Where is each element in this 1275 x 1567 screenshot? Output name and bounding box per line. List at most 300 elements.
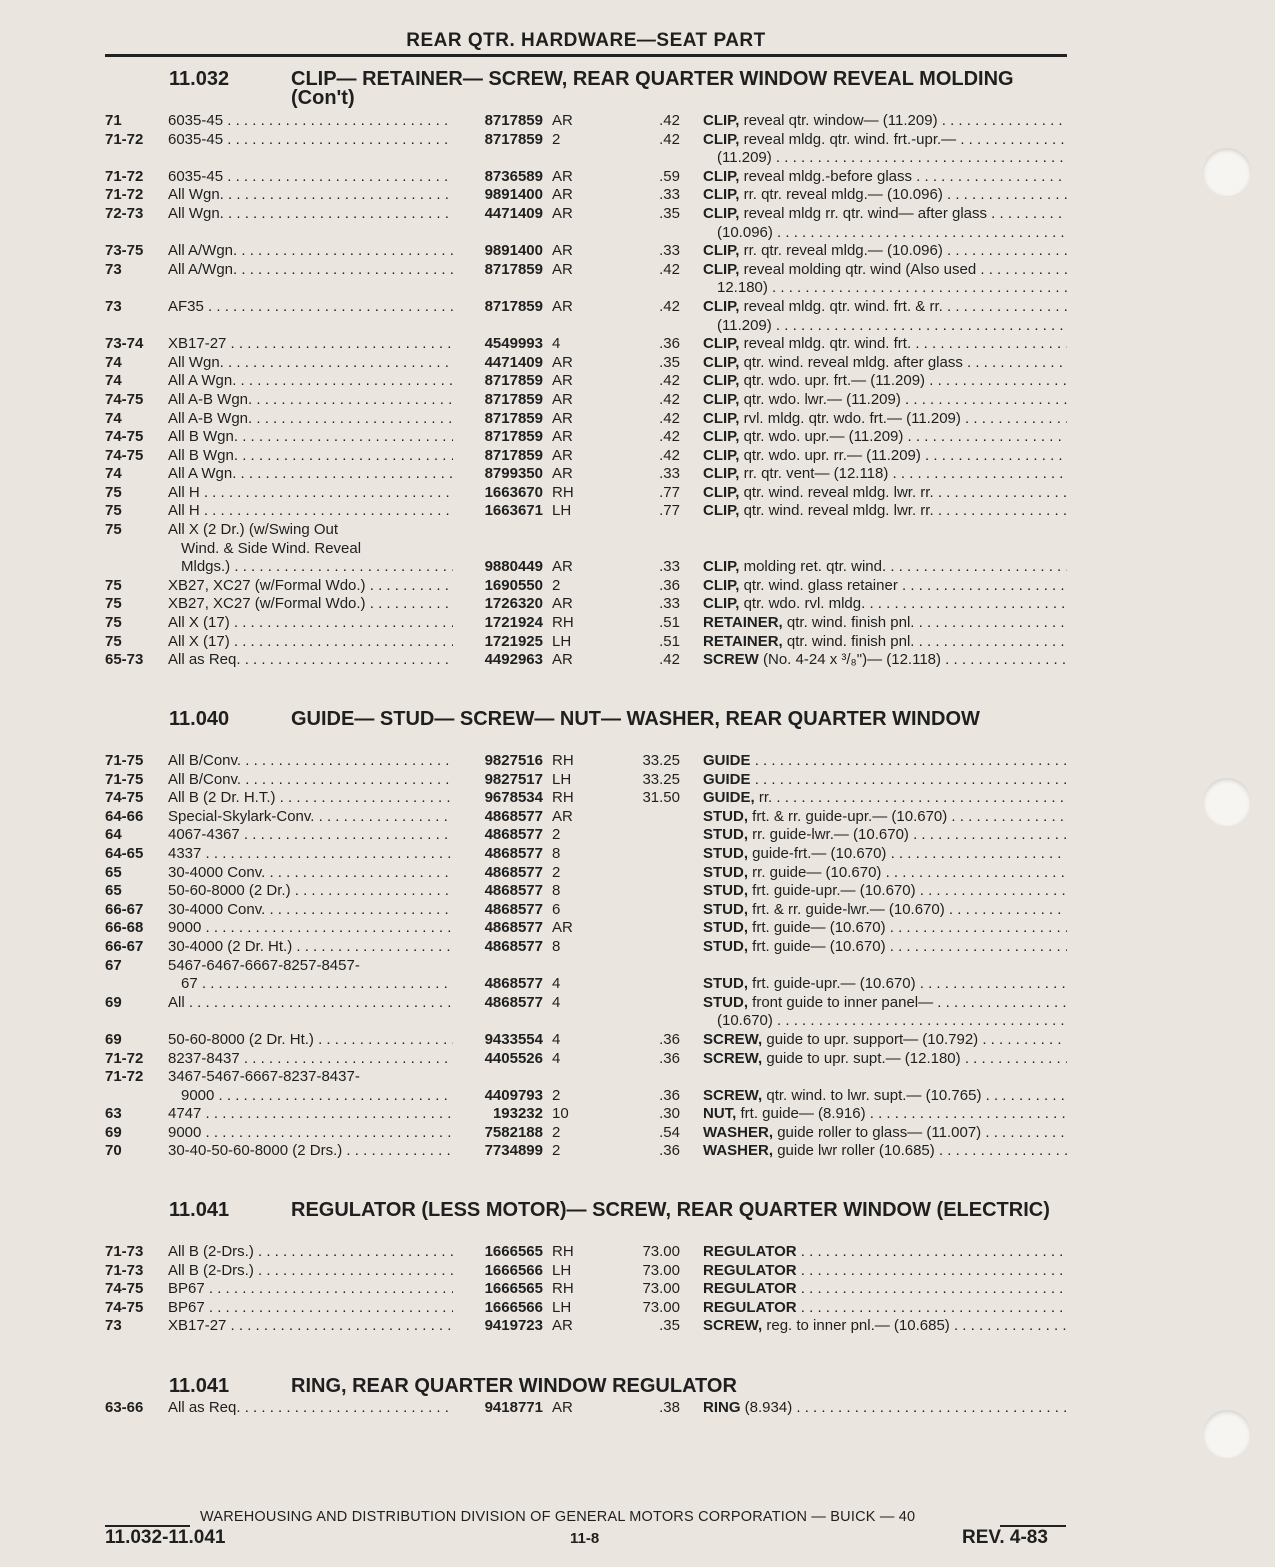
part-detail: qtr. wind. glass retainer	[743, 576, 898, 594]
part-number: 1690550	[484, 576, 543, 594]
part-name: STUD,	[703, 882, 748, 900]
part-name: WASHER,	[703, 1142, 774, 1160]
quantity: 2	[552, 130, 561, 148]
part-detail: qtr. wdo. upr.— (11.209)	[743, 428, 904, 446]
part-name: SCREW,	[703, 1317, 763, 1335]
part-detail: (No. 4-24 x ³/₈")— (12.118)	[763, 651, 942, 669]
model-application: All B Wgn. . . .	[168, 447, 453, 466]
model-application: All B/Conv. . . .	[168, 752, 453, 771]
model-year: 69	[105, 993, 122, 1011]
part-name: CLIP,	[703, 502, 740, 520]
footer-section-range: 11.032-11.041	[105, 1527, 226, 1548]
parts-row	[105, 354, 1067, 373]
parts-row	[105, 1050, 1067, 1069]
part-description	[703, 224, 1067, 243]
model-year: 74-75	[105, 789, 144, 807]
part-description	[703, 298, 1067, 317]
model-application: XB17-27 . . .	[168, 335, 453, 354]
parts-row	[105, 1087, 1067, 1106]
model-year: 64-65	[105, 844, 144, 862]
part-detail: qtr. wdo. upr. frt.— (11.209)	[743, 372, 926, 390]
price: .33	[659, 595, 680, 613]
quantity: AR	[552, 919, 573, 937]
part-description	[703, 391, 1067, 410]
part-name: CLIP,	[703, 167, 740, 185]
part-detail: (10.670)	[717, 1012, 773, 1030]
model-year: 69	[105, 1123, 122, 1141]
quantity: 6	[552, 900, 561, 918]
model-application: All H . . .	[168, 484, 453, 503]
quantity: AR	[552, 186, 573, 204]
part-description	[703, 149, 1067, 168]
part-number: 1663671	[484, 502, 543, 520]
model-year: 73	[105, 1317, 122, 1335]
quantity: RH	[552, 614, 574, 632]
price: .42	[659, 130, 680, 148]
model-application: 67 . . .	[168, 975, 453, 994]
model-year: 63	[105, 1105, 122, 1123]
model-application: All A/Wgn. . . .	[168, 261, 453, 280]
part-description	[703, 354, 1067, 373]
parts-row	[105, 826, 1067, 845]
model-application: 8237-8437 . . .	[168, 1050, 453, 1069]
quantity: RH	[552, 752, 574, 769]
part-name: STUD,	[703, 900, 748, 918]
part-number: 1666565	[484, 1280, 543, 1298]
part-detail: rr. qtr. reveal mldg.— (10.096)	[743, 242, 943, 260]
section-heading	[105, 1377, 1067, 1399]
part-description	[703, 789, 1067, 808]
model-application: All as Req. . . .	[168, 651, 453, 670]
part-detail: frt. guide— (10.670)	[752, 937, 886, 955]
part-detail: reveal mldg. qtr. wind. frt. & rr.	[743, 297, 943, 315]
quantity: RH	[552, 1280, 574, 1298]
header-rule	[105, 54, 1067, 57]
part-description	[703, 1280, 1067, 1299]
model-year: 70	[105, 1142, 122, 1160]
price: .42	[659, 112, 680, 129]
quantity: AR	[552, 651, 573, 669]
parts-row	[105, 1105, 1067, 1124]
part-number: 1666566	[484, 1298, 543, 1316]
part-name: SCREW,	[703, 1086, 763, 1104]
part-description	[703, 131, 1067, 150]
model-application: XB17-27 . . .	[168, 1317, 453, 1336]
part-description	[703, 410, 1067, 429]
part-number: 9827516	[484, 752, 543, 769]
model-year: 69	[105, 1030, 122, 1048]
part-description	[703, 168, 1067, 187]
model-year: 75	[105, 576, 122, 594]
part-name: STUD,	[703, 937, 748, 955]
part-detail: molding ret. qtr. wind.	[743, 558, 887, 576]
model-year: 71-73	[105, 1243, 144, 1260]
model-application: All B/Conv. . . .	[168, 771, 453, 790]
part-detail: front guide to inner panel—	[752, 993, 934, 1011]
model-application: 50-60-8000 (2 Dr. Ht.) . . .	[168, 1031, 453, 1050]
price: .33	[659, 242, 680, 260]
part-name: RETAINER,	[703, 632, 783, 650]
model-year: 71-72	[105, 167, 144, 185]
part-number: 9891400	[484, 186, 543, 204]
model-application: XB27, XC27 (w/Formal Wdo.) . . .	[168, 595, 453, 614]
part-detail: reg. to inner pnl.— (10.685)	[766, 1317, 950, 1335]
part-description	[703, 447, 1067, 466]
model-year: 64	[105, 826, 122, 844]
model-application: 9000 . . .	[168, 1124, 453, 1143]
parts-row	[105, 391, 1067, 410]
parts-row	[105, 752, 1067, 771]
parts-row	[105, 651, 1067, 670]
quantity: AR	[552, 112, 573, 129]
part-description	[703, 614, 1067, 633]
part-description	[703, 1399, 1067, 1418]
part-name: GUIDE	[703, 770, 751, 788]
part-detail: qtr. wdo. upr. rr.— (11.209)	[743, 446, 921, 464]
part-name: CLIP,	[703, 186, 740, 204]
part-name: CLIP,	[703, 112, 740, 129]
part-number: 9891400	[484, 242, 543, 260]
quantity: LH	[552, 632, 572, 650]
part-detail: rr. qtr. vent— (12.118)	[743, 465, 889, 483]
part-name: CLIP,	[703, 353, 740, 371]
price: .33	[659, 186, 680, 204]
parts-row	[105, 808, 1067, 827]
model-year: 71-75	[105, 752, 144, 769]
price: .36	[659, 1086, 680, 1104]
parts-row	[105, 335, 1067, 354]
model-application: BP67 . . .	[168, 1299, 453, 1318]
parts-row	[105, 558, 1067, 577]
price: .36	[659, 1142, 680, 1160]
part-number: 4868577	[484, 900, 543, 918]
model-year: 72-73	[105, 204, 144, 222]
binder-hole	[1203, 148, 1251, 196]
section-number: 11.032	[169, 68, 230, 90]
model-year: 71-72	[105, 130, 144, 148]
price: .35	[659, 353, 680, 371]
page-running-head: REAR QTR. HARDWARE—SEAT PART	[406, 30, 766, 51]
quantity: LH	[552, 1298, 572, 1316]
parts-row	[105, 957, 1067, 976]
price: .51	[659, 614, 680, 632]
part-name: STUD,	[703, 807, 748, 825]
price: 73.00	[642, 1280, 680, 1298]
part-name: CLIP,	[703, 204, 740, 222]
part-name: GUIDE,	[703, 789, 755, 807]
part-detail: frt. & rr. guide-lwr.— (10.670)	[752, 900, 945, 918]
quantity: AR	[552, 167, 573, 185]
part-description	[703, 484, 1067, 503]
model-year: 66-67	[105, 900, 144, 918]
price: .42	[659, 372, 680, 390]
part-detail: qtr. wind. reveal mldg. lwr. rr.	[743, 502, 934, 520]
model-year: 74	[105, 372, 122, 390]
parts-row	[105, 317, 1067, 336]
model-application: All A-B Wgn. . . .	[168, 410, 453, 429]
section-title: REGULATOR (LESS MOTOR)— SCREW, REAR QUARTER WINDOW (ELECTRIC)	[291, 1199, 1050, 1221]
part-name: REGULATOR	[703, 1298, 797, 1316]
price: .51	[659, 632, 680, 650]
quantity: AR	[552, 372, 573, 390]
parts-section	[105, 70, 1067, 670]
parts-row	[105, 205, 1067, 224]
part-description	[703, 186, 1067, 205]
part-description	[703, 1087, 1067, 1106]
quantity: AR	[552, 1399, 573, 1416]
footer-division: WAREHOUSING AND DISTRIBUTION DIVISION OF GENERAL MOTORS CORPORATION — BUICK — 40	[200, 1509, 916, 1525]
part-description	[703, 335, 1067, 354]
part-description	[703, 1262, 1067, 1281]
part-name: REGULATOR	[703, 1243, 797, 1260]
quantity: AR	[552, 260, 573, 278]
part-detail: frt. & rr. guide-upr.— (10.670)	[752, 807, 948, 825]
part-description	[703, 975, 1067, 994]
quantity: AR	[552, 353, 573, 371]
parts-row	[105, 845, 1067, 864]
part-description	[703, 808, 1067, 827]
price: 73.00	[642, 1298, 680, 1316]
section-title: GUIDE— STUD— SCREW— NUT— WASHER, REAR QUARTER WINDOW	[291, 708, 980, 730]
price: .42	[659, 390, 680, 408]
part-number: 8717859	[484, 112, 543, 129]
model-application: All Wgn. . . .	[168, 186, 453, 205]
model-year: 66-67	[105, 937, 144, 955]
model-year: 75	[105, 614, 122, 632]
part-detail: (8.934)	[744, 1399, 793, 1416]
quantity: RH	[552, 1243, 574, 1260]
part-detail: (11.209)	[717, 316, 772, 334]
model-application: Mldgs.) . . .	[168, 558, 453, 577]
price: .35	[659, 1317, 680, 1335]
model-year: 74-75	[105, 428, 144, 446]
parts-row	[105, 112, 1067, 131]
part-name: CLIP,	[703, 483, 740, 501]
part-description	[703, 864, 1067, 883]
model-year: 71-72	[105, 186, 144, 204]
model-year: 74	[105, 353, 122, 371]
section-heading	[105, 710, 1067, 752]
model-year: 71-75	[105, 770, 144, 788]
part-name: STUD,	[703, 863, 748, 881]
quantity: LH	[552, 770, 572, 788]
quantity: AR	[552, 390, 573, 408]
part-name: NUT,	[703, 1105, 737, 1123]
part-description	[703, 242, 1067, 261]
parts-row	[105, 771, 1067, 790]
part-detail: reveal qtr. window— (11.209)	[743, 112, 938, 129]
part-detail: qtr. wind. finish pnl.	[786, 614, 915, 632]
parts-row	[105, 465, 1067, 484]
part-detail: reveal molding qtr. wind (Also used	[743, 260, 977, 278]
section-number: 11.041	[169, 1199, 230, 1221]
part-name: CLIP,	[703, 409, 740, 427]
part-detail: frt. guide-upr.— (10.670)	[752, 975, 916, 993]
model-application: All A Wgn. . . .	[168, 372, 453, 391]
part-detail: rr.	[758, 789, 773, 807]
model-application: 4747 . . .	[168, 1105, 453, 1124]
part-number: 4868577	[484, 919, 543, 937]
quantity: RH	[552, 483, 574, 501]
quantity: RH	[552, 789, 574, 807]
part-name: CLIP,	[703, 372, 740, 390]
model-year: 75	[105, 632, 122, 650]
section-heading	[105, 70, 1067, 112]
quantity: 2	[552, 863, 561, 881]
part-description	[703, 317, 1067, 336]
part-number: 8799350	[484, 465, 543, 483]
part-description	[703, 1124, 1067, 1143]
part-name: GUIDE	[703, 752, 751, 769]
price: .59	[659, 167, 680, 185]
part-number: 4868577	[484, 937, 543, 955]
parts-row	[105, 410, 1067, 429]
part-number: 4868577	[484, 975, 543, 993]
model-year: 71-72	[105, 1049, 144, 1067]
parts-row	[105, 186, 1067, 205]
model-application: 6035-45 . . .	[168, 131, 453, 150]
price: .42	[659, 428, 680, 446]
model-application: 30-4000 (2 Dr. Ht.) . . .	[168, 938, 453, 957]
part-description	[703, 826, 1067, 845]
part-detail: rr. guide-lwr.— (10.670)	[752, 826, 909, 844]
footer-page-number: 11-8	[570, 1530, 600, 1547]
parts-row	[105, 168, 1067, 187]
quantity: 10	[552, 1105, 569, 1123]
parts-row	[105, 131, 1067, 150]
part-description	[703, 1050, 1067, 1069]
price: .36	[659, 1049, 680, 1067]
part-description	[703, 372, 1067, 391]
part-description	[703, 1105, 1067, 1124]
part-number: 1726320	[484, 595, 543, 613]
part-name: CLIP,	[703, 390, 740, 408]
part-name: STUD,	[703, 993, 748, 1011]
model-year: 73	[105, 260, 122, 278]
price: 31.50	[642, 789, 680, 807]
price: .42	[659, 409, 680, 427]
parts-row	[105, 614, 1067, 633]
model-application: All B (2-Drs.) . . .	[168, 1243, 453, 1262]
part-detail: reveal mldg. qtr. wind. frt.-upr.—	[743, 130, 957, 148]
part-description	[703, 1142, 1067, 1161]
part-number: 8717859	[484, 297, 543, 315]
model-application: All A/Wgn. . . .	[168, 242, 453, 261]
parts-row	[105, 298, 1067, 317]
quantity: AR	[552, 297, 573, 315]
parts-row	[105, 521, 1067, 540]
part-number: 4549993	[484, 335, 543, 353]
model-application: All A Wgn. . . .	[168, 465, 453, 484]
part-detail: reveal mldg rr. qtr. wind— after glass	[743, 204, 988, 222]
model-year: 75	[105, 502, 122, 520]
quantity: AR	[552, 242, 573, 260]
parts-row	[105, 261, 1067, 280]
part-description	[703, 752, 1067, 771]
part-number: 7734899	[484, 1142, 543, 1160]
part-description	[703, 1012, 1067, 1031]
parts-row	[105, 919, 1067, 938]
parts-row	[105, 864, 1067, 883]
model-year: 74-75	[105, 1298, 144, 1316]
part-number: 4868577	[484, 826, 543, 844]
part-name: WASHER,	[703, 1123, 774, 1141]
model-application: 4337 . . .	[168, 845, 453, 864]
part-name: CLIP,	[703, 242, 740, 260]
price: 73.00	[642, 1261, 680, 1279]
section-number: 11.040	[169, 708, 230, 730]
model-application: All as Req. . . .	[168, 1399, 453, 1418]
parts-section	[105, 710, 1067, 1161]
section-title: CLIP— RETAINER— SCREW, REAR QUARTER WINDOW REVEAL MOLDING (Con't)	[291, 68, 1014, 109]
model-year: 63-66	[105, 1399, 144, 1416]
part-number: 193232	[492, 1105, 543, 1123]
binder-hole	[1203, 778, 1251, 826]
model-year: 75	[105, 521, 122, 539]
model-year: 73-75	[105, 242, 144, 260]
model-application: Wind. & Side Wind. Reveal	[181, 539, 362, 557]
parts-row	[105, 1243, 1067, 1262]
model-application: All Wgn. . . .	[168, 354, 453, 373]
part-number: 8717859	[484, 130, 543, 148]
quantity: AR	[552, 1317, 573, 1335]
price: .36	[659, 576, 680, 594]
part-description	[703, 205, 1067, 224]
parts-row	[105, 595, 1067, 614]
price: .33	[659, 465, 680, 483]
part-description	[703, 1243, 1067, 1262]
part-description	[703, 633, 1067, 652]
part-description	[703, 502, 1067, 521]
quantity: AR	[552, 409, 573, 427]
part-number: 4868577	[484, 993, 543, 1011]
part-description	[703, 771, 1067, 790]
model-year: 71	[105, 112, 122, 129]
part-name: CLIP,	[703, 335, 740, 353]
parts-row	[105, 502, 1067, 521]
part-detail: qtr. wind. to lwr. supt.— (10.765)	[766, 1086, 982, 1104]
part-description	[703, 1031, 1067, 1050]
parts-row	[105, 224, 1067, 243]
part-number: 4471409	[484, 204, 543, 222]
model-application: Special-Skylark-Conv. . . .	[168, 808, 453, 827]
part-number: 9419723	[484, 1317, 543, 1335]
part-detail: rr. guide— (10.670)	[752, 863, 882, 881]
model-year: 65	[105, 882, 122, 900]
part-detail: qtr. wind. finish pnl.	[786, 632, 915, 650]
part-detail: qtr. wdo. lwr.— (11.209)	[743, 390, 901, 408]
quantity: 8	[552, 844, 561, 862]
price: .42	[659, 260, 680, 278]
price: .36	[659, 335, 680, 353]
quantity: 2	[552, 576, 561, 594]
part-name: STUD,	[703, 844, 748, 862]
part-description	[703, 901, 1067, 920]
parts-row	[105, 428, 1067, 447]
model-application: 9000 . . .	[168, 919, 453, 938]
part-name: CLIP,	[703, 576, 740, 594]
part-detail: frt. guide— (8.916)	[740, 1105, 866, 1123]
model-application: XB27, XC27 (w/Formal Wdo.) . . .	[168, 577, 453, 596]
quantity: AR	[552, 428, 573, 446]
model-application: 4067-4367 . . .	[168, 826, 453, 845]
part-number: 4868577	[484, 844, 543, 862]
part-description	[703, 882, 1067, 901]
parts-section	[105, 1377, 1067, 1418]
part-number: 9827517	[484, 770, 543, 788]
part-description	[703, 1317, 1067, 1336]
model-year: 74-75	[105, 446, 144, 464]
